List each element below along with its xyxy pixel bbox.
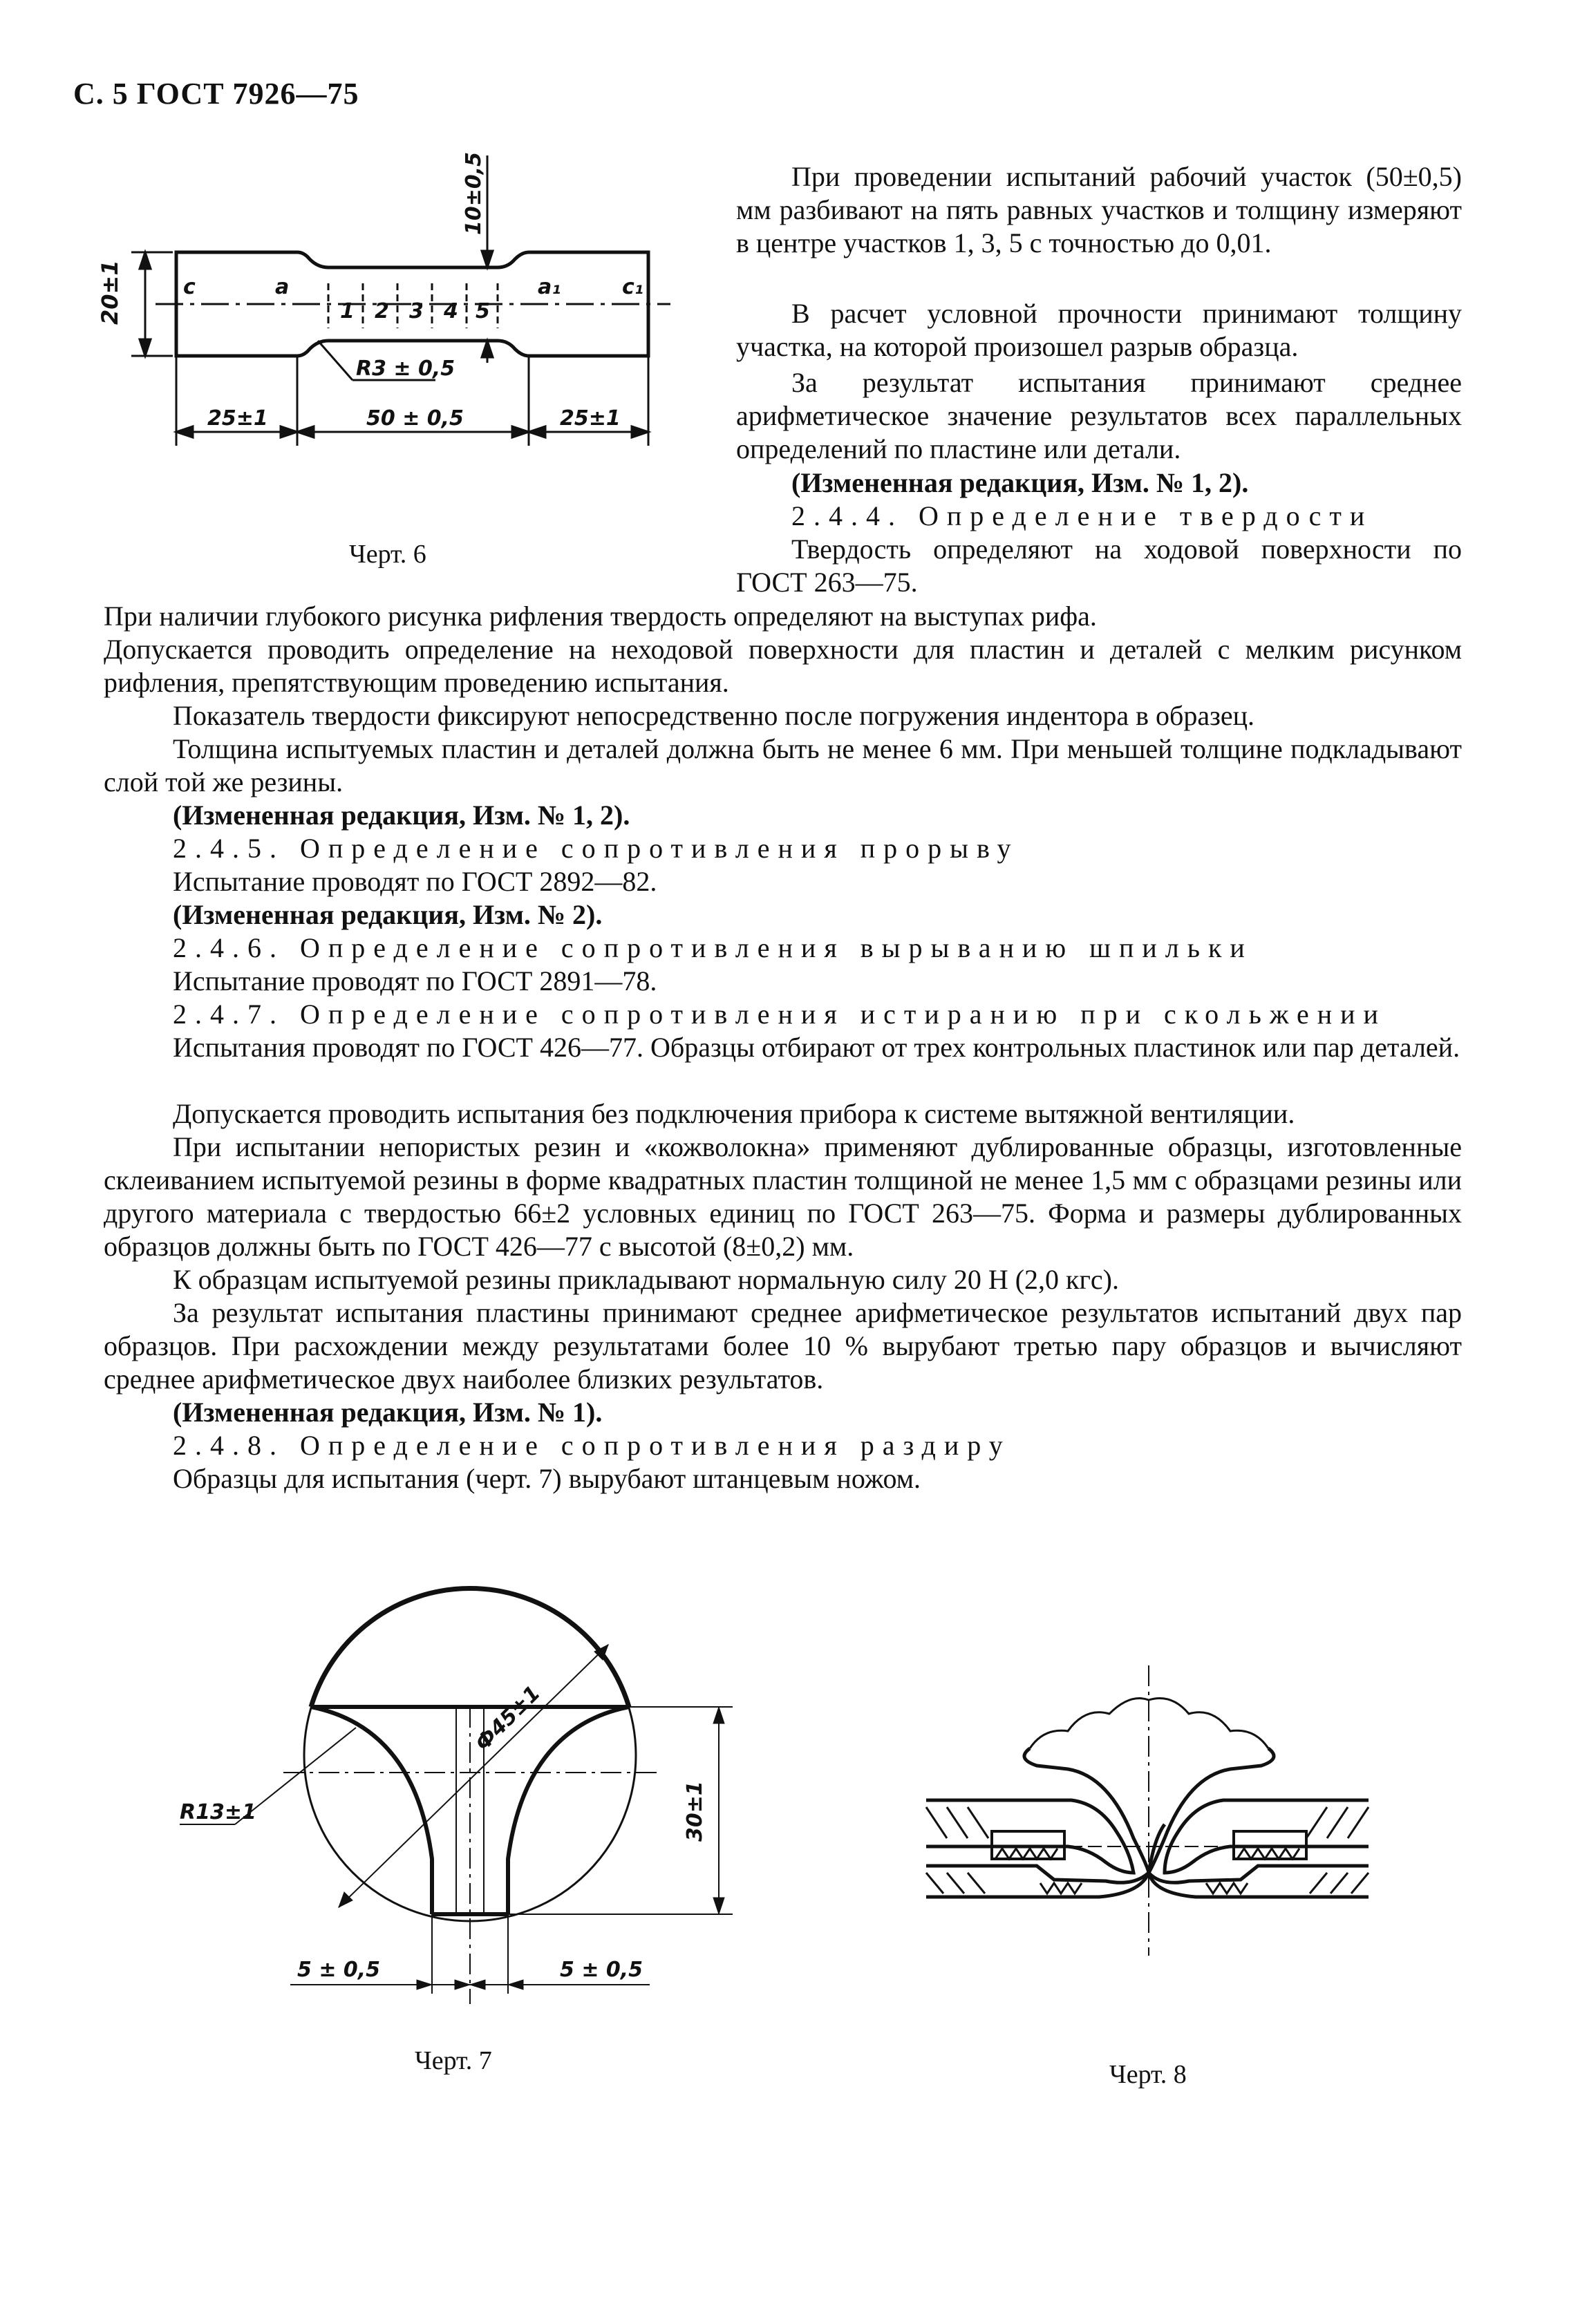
body-para-10: К образцам испытуемой резины прикладывают нормальную силу 20 Н (2,0 кгс). [173,1264,1119,1295]
right-para-2: В расчет условной прочности принимают толщину участка, на которой произошел разрыв образца. [736,298,1462,362]
fig6-dim-height: 20±1 [97,260,123,325]
section-2-4-8-heading: 2.4.8. Определение сопротивления раздиру [173,1430,1011,1461]
fig6-dim-neck: 10±0,5 [462,151,486,235]
figure-6-specimen-drawing [90,151,684,466]
body-para-5: Испытание проводят по ГОСТ 2892—82. [173,866,657,897]
section-2-4-5-heading: 2.4.5. Определение сопротивления прорыву [173,833,1019,864]
fig6-section-4: 4 [444,299,458,323]
fig7-top-arc [311,1589,629,1707]
body-para-7: Испытания проводят по ГОСТ 426—77. Образцы отбирают от трех контрольных пластинок или пар деталей. [173,1032,1460,1063]
amendment-note-2: (Измененная редакция, Изм. № 2). [173,899,603,930]
fig6-radius-label: R3 ± 0,5 [356,357,455,381]
fig6-label-a1: a₁ [538,275,561,299]
figure-7-caption: Черт. 7 [415,2046,492,2075]
fig6-section-5: 5 [476,299,490,323]
body-para-8: Допускается проводить испытания без подключения прибора к системе вытяжной вентиляции. [173,1098,1295,1129]
right-para-3: За результат испытания принимают среднее арифметическое значение результатов всех параллельных определений по пластине или детали. [736,367,1462,464]
fig6-section-3: 3 [409,299,424,323]
figure-7-tear-specimen [180,1562,760,2018]
section-2-4-7-heading: 2.4.7. Определение сопротивления истиранию при скольжении [173,999,1386,1030]
fig6-section-2: 2 [375,299,389,323]
body-para-12: Образцы для испытания (черт. 7) вырубают штанцевым ножом. [173,1463,921,1494]
section-2-4-4-heading: 2.4.4. Определение твердости [791,500,1373,531]
body-para-2: Допускается проводить определение на неходовой поверхности для пластин и деталей с мелким рисунком рифления, препятствующим проведению испытания. [104,634,1462,698]
section-2-4-6-heading: 2.4.6. Определение сопротивления вырыванию шпильки [173,932,1253,963]
fig6-dim-left: 25±1 [207,406,268,431]
amendment-note-3: (Измененная редакция, Изм. № 1). [173,1397,603,1428]
amendment-note-1: (Измененная редакция, Изм. № 1, 2). [173,800,630,831]
body-para-11: За результат испытания пластины принимают среднее арифметическое результатов испытаний двух пар образцов. При расхождении между результатами более 10 % вырубают третью пару образцов и вычисляют среднее арифметическое двух наиболее близких результатов. [104,1297,1462,1395]
body-para-3: Показатель твердости фиксируют непосредственно после погружения индентора в образец. [173,700,1255,731]
body-para-1: При наличии глубокого рисунка рифления твердость определяют на выступах рифа. [104,601,1097,632]
fig6-label-c: c [183,275,196,299]
fig6-dim-right: 25±1 [560,406,621,431]
fig6-label-a: a [275,275,290,299]
body-para-6: Испытание проводят по ГОСТ 2891—78. [173,965,657,996]
figure-8-caption: Черт. 8 [1109,2060,1187,2089]
body-para-4: Толщина испытуемых пластин и деталей должна быть не менее 6 мм. При меньшей толщине подкладывают слой той же резины. [104,733,1462,797]
page-header: С. 5 ГОСТ 7926—75 [73,77,359,111]
fig6-label-c1: c₁ [622,275,643,299]
right-para-1: При проведении испытаний рабочий участок (50±0,5) мм разбивают на пять равных участков и толщину измеряют в центре участков 1, 3, 5 с точностью до 0,01. [736,161,1462,258]
body-para-9: При испытании непористых резин и «кожволокна» применяют дублированные образцы, изготовленные склеиванием испытуемой резины в форме квадратных пластин толщиной не менее 1,5 мм с образцами резины или другого материала с твердостью 66±2 условных единиц по ГОСТ 263—75. Форма и размеры дублированных образцов должны быть по ГОСТ 426—77 с высотой (8±0,2) мм. [104,1131,1462,1262]
right-para-4: Твердость определяют на ходовой поверхности по ГОСТ 263—75. [736,533,1462,598]
fig7-right-width-label: 5 ± 0,5 [560,1958,643,1982]
right-amendment-note: (Измененная редакция, Изм. № 1, 2). [791,467,1249,498]
fig6-section-1: 1 [340,299,355,323]
figure-8-grips [926,1665,1369,1956]
fig7-height-label: 30±1 [683,1781,707,1842]
fig7-left-width-label: 5 ± 0,5 [297,1958,381,1982]
fig6-dim-mid: 50 ± 0,5 [366,406,464,431]
fig7-radius-label: R13±1 [180,1800,256,1824]
figure-6-caption: Черт. 6 [349,540,426,569]
fig7-diameter-label: Ф45±1 [470,1681,545,1756]
